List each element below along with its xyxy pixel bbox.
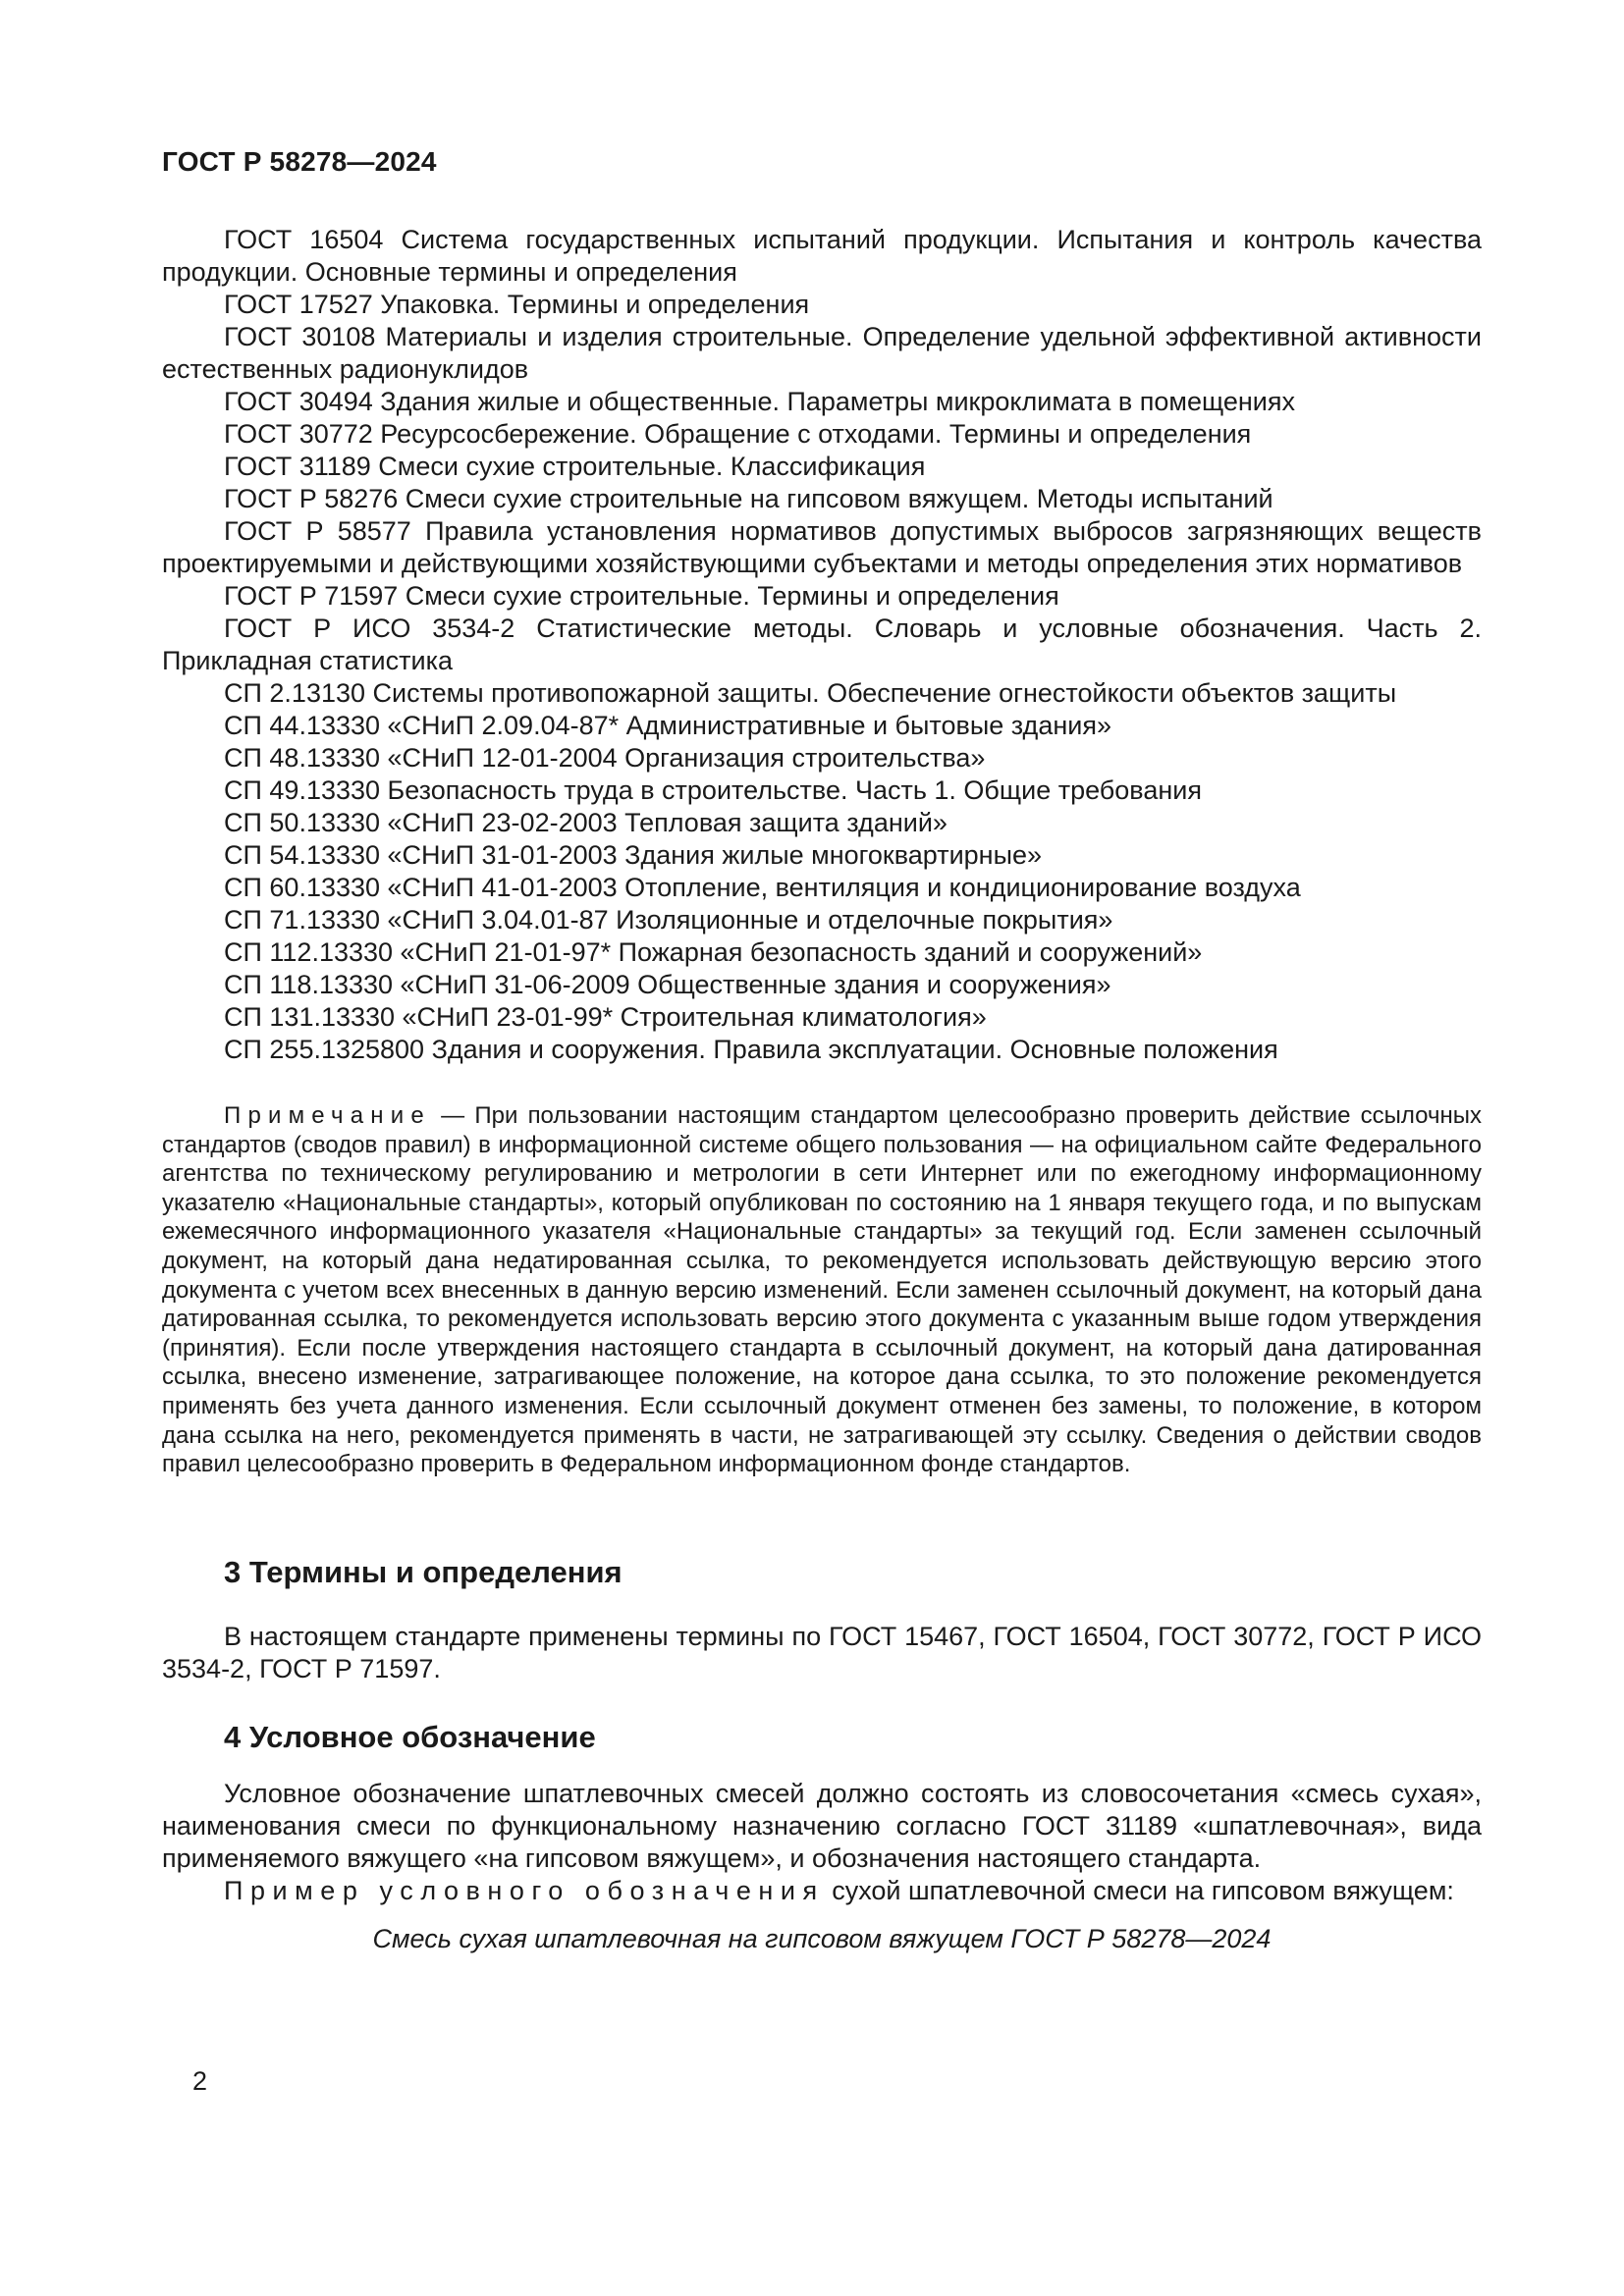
reference-item: СП 118.13330 «СНиП 31-06-2009 Общественные здания и сооружения» [224,970,1111,999]
reference-item: СП 50.13330 «СНиП 23-02-2003 Тепловая защита зданий» [224,808,947,837]
reference-item: СП 131.13330 «СНиП 23-01-99* Строительная климатология» [224,1002,987,1032]
reference-item: ГОСТ Р 58577 Правила установления нормативов допустимых выбросов загрязняющих веществ проектируемыми и действующими хозяйствующими субъектами и методы определения этих нормативов [162,516,1482,578]
reference-item: СП 60.13330 «СНиП 41-01-2003 Отопление, вентиляция и кондиционирование воздуха [224,873,1301,902]
reference-item: ГОСТ 17527 Упаковка. Термины и определения [224,290,810,319]
section-3-paragraph: В настоящем стандарте применены термины по ГОСТ 15467, ГОСТ 16504, ГОСТ 30772, ГОСТ Р ИСО 3534-2, ГОСТ Р 71597. [162,1621,1482,1683]
reference-item: ГОСТ 30108 Материалы и изделия строительные. Определение удельной эффективной активности естественных радионуклидов [162,322,1482,384]
reference-item: ГОСТ Р 58276 Смеси сухие строительные на гипсовом вяжущем. Методы испытаний [224,484,1273,513]
document-code-header: ГОСТ Р 58278—2024 [162,146,437,177]
designation-example: Смесь сухая шпатлевочная на гипсовом вяжущем ГОСТ Р 58278—2024 [372,1923,1272,1953]
reference-item: СП 255.1325800 Здания и сооружения. Правила эксплуатации. Основные положения [224,1035,1278,1064]
reference-item: СП 44.13330 «СНиП 2.09.04-87* Административные и бытовые здания» [224,711,1111,740]
example-intro-text: сухой шпатлевочной смеси на гипсовом вяжущем: [824,1875,1454,1905]
reference-item: ГОСТ 16504 Система государственных испытаний продукции. Испытания и контроль качества продукции. Основные термины и определения [162,225,1482,287]
note-paragraph [162,1101,1482,1479]
page-number: 2 [192,2066,208,2096]
reference-item: ГОСТ Р ИСО 3534-2 Статистические методы. Словарь и условные обозначения. Часть 2. Прикладная статистика [162,614,1482,675]
reference-item: СП 54.13330 «СНиП 31-01-2003 Здания жилые многоквартирные» [224,840,1043,870]
reference-item: ГОСТ 30772 Ресурсосбережение. Обращение с отходами. Термины и определения [224,419,1252,449]
reference-item: СП 112.13330 «СНиП 21-01-97* Пожарная безопасность зданий и сооружений» [224,937,1203,967]
example-intro-paragraph [162,1875,1482,1907]
note-text: — При пользовании настоящим стандартом целесообразно проверить действие ссылочных стандартов (сводов правил) в информационной системе общего пользования — на официальном сайте Федерального агентства по техническому регулированию и метрологии в сети Интернет или по ежегодному информационному указателю «Национальные стандарты», который опубликован по состоянию на 1 января текущего года, и по выпускам ежемесячного информационного указателя «Национальные стандарты» за текущий год. Если заменен ссылочный документ, на который дана недатированная ссылка, то рекомендуется использовать действующую версию этого документа с учетом всех внесенных в данную версию изменений. Если заменен ссылочный документ, на который дана датированная ссылка, то рекомендуется использовать версию этого документа с указанным выше годом утверждения (принятия). Если после утверждения настоящего стандарта в ссылочный документ, на который дана датированная ссылка, внесено изменение, затрагивающее положение, на которое дана ссылка, то это положение рекомендуется применять без учета данного изменения. Если ссылочный документ отменен без замены, то положение, в котором дана ссылка на него, рекомендуется применять в части, не затрагивающей эту ссылку. Сведения о действии сводов правил целесообразно проверить в Федеральном информационном фонде стандартов. [162,1102,1483,1478]
reference-item: СП 49.13330 Безопасность труда в строительстве. Часть 1. Общие требования [224,775,1202,805]
section-4-heading: 4 Условное обозначение [224,1719,596,1754]
reference-item: ГОСТ 30494 Здания жилые и общественные. Параметры микроклимата в помещениях [224,387,1295,416]
note-label: Примечание [224,1102,431,1129]
reference-item: СП 2.13130 Системы противопожарной защиты. Обеспечение огнестойкости объектов защиты [224,678,1397,708]
section-4-paragraph: Условное обозначение шпатлевочных смесей должно состоять из словосочетания «смесь сухая», наименования смеси по функциональному назначению согласно ГОСТ 31189 «шпатлевочная», вида применяемого вяжущего «на гипсовом вяжущем», и обозначения настоящего стандарта. [162,1778,1482,1873]
reference-item: ГОСТ 31189 Смеси сухие строительные. Классификация [224,452,926,481]
reference-item: СП 71.13330 «СНиП 3.04.01-87 Изоляционные и отделочные покрытия» [224,905,1113,934]
reference-item: СП 48.13330 «СНиП 12-01-2004 Организация строительства» [224,743,986,773]
normative-references-list [162,224,1482,1066]
reference-item: ГОСТ Р 71597 Смеси сухие строительные. Термины и определения [224,581,1059,611]
section-3-heading: 3 Термины и определения [224,1554,623,1589]
example-label: Пример условного обозначения [224,1875,825,1905]
